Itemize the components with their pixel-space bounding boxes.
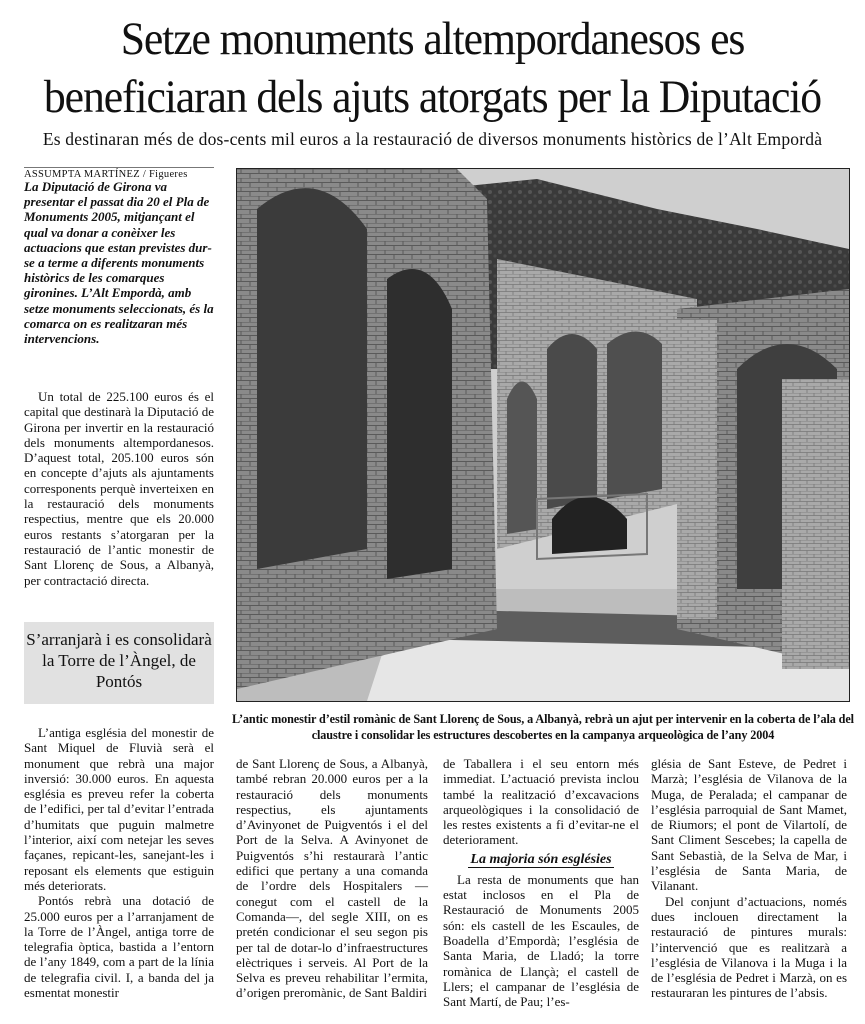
headline-line-2: beneficiaran dels ajuts atorgats per la Diputació bbox=[43, 71, 822, 123]
column-1-bottom bbox=[24, 725, 214, 1000]
byline-author: ASSUMPTA MARTÍNEZ bbox=[24, 169, 140, 180]
section-subtitle-text: La majoria són esglésies bbox=[470, 851, 612, 867]
headline bbox=[30, 10, 834, 126]
subheadline: Es destinaran més de dos-cents mil euros a la restauració de diversos monuments històrics de l’Alt Empordà bbox=[42, 129, 823, 149]
body-paragraph: Un total de 225.100 euros és el capital que destinarà la Diputació de Girona per invertir en la restauració dels monuments altempordanesos. D’aquest total, 205.100 euros són en concepte d’ajuts als ajuntaments corresponents perquè inverteixen en la restauració dels monuments respectius, mentre que els 20.000 euros restants s’atorgaran per la restauració de l’antic monestir de Sant Llorenç de Sous, a Albanyà, per contractació directa. bbox=[24, 389, 214, 588]
body-paragraph: Del conjunt d’actuacions, només dues inclouen directament la restauració de pintures murals: l’intervenció que es realitzarà a l’església de Vilanova i la Muga i la de l’església de Pedret i Marzà, on es restauraran les pintures de l’absis. bbox=[651, 893, 847, 1001]
photo-caption: L’antic monestir d’estil romànic de Sant Llorenç de Sous, a Albanyà, rebrà un ajut per intervenir en la coberta de l’ala del claustre i consolidar les estructures descobertes en la campanya arqueològica de l’any 2004 bbox=[232, 712, 854, 742]
monastery-photo bbox=[236, 168, 850, 702]
byline-place: Figueres bbox=[149, 169, 188, 180]
body-paragraph: de Sant Llorenç de Sous, a Albanyà, també rebran 20.000 euros per a la restauració dels monuments respectius, els ajuntaments d’Avinyonet de Puigventós i el del Port de la Selva. A Avinyonet de Puigventós s’hi restaurarà l’antic edifici que pertany a una comanda de l’ordre dels Hospitalers —conegut com el castell de la Comanda—, del segle XIII, on es pretén condicionar el seu segon pis per tal de dotar-lo d’infraestructures elèctriques i serveis. Al Port de la Selva es preveu rehabilitar l’ermita, d’origen preromànic, de Sant Baldiri bbox=[236, 756, 428, 1001]
photo-illustration bbox=[237, 169, 849, 701]
body-paragraph: glésia de Sant Esteve, de Pedret i Marzà; l’església de Vilanova de la Muga, de Peralada; el campanar de l’església parroquial de Sant Mamet, de Riumors; el pont de Vilartolí, de Sant Climent Sescebes; la capella de Sant Sebastià, de la Selva de Mar, i l’església de Santa Maria, de Vilanant. bbox=[651, 756, 847, 894]
body-paragraph: Pontós rebrà una dotació de 25.000 euros per a l’arranjament de la Torre de l’Àngel, antiga torre de telegrafia òptica, bastida a l’entorn de l’any 1849, com a part de la línia de telegrafia civil. I, a banda del ja esmentat monestir bbox=[24, 893, 214, 1001]
byline: ASSUMPTA MARTÍNEZ / Figueres bbox=[24, 167, 214, 180]
body-paragraph: de Taballera i el seu entorn més immediat. L’actuació prevista inclou també la realització d’excavacions arqueològiques i la consolidació de les restes existents a fi d’evitar-ne el deteriorament. bbox=[443, 756, 639, 848]
column-3 bbox=[443, 756, 639, 1009]
column-4 bbox=[651, 756, 847, 1001]
headline-line-1: Setze monuments altempordanesos es bbox=[120, 13, 745, 65]
pull-quote: S’arranjarà i es consolidarà la Torre de l’Àngel, de Pontós bbox=[24, 622, 214, 704]
column-2 bbox=[236, 756, 428, 1001]
column-1-top bbox=[24, 389, 214, 588]
body-paragraph: L’antiga església del monestir de Sant Miquel de Fluvià serà el monument que rebrà una major inversió: 30.000 euros. En aquesta església es preveu refer la coberta de l’edifici, per tal d’evitar l’entrada d’humitats que puguin malmetre l’interior, així com netejar les seves façanes, repicant-les, sanejant-les i reposant els elements que estiguin més deteriorats. bbox=[24, 725, 214, 893]
body-paragraph: La resta de monuments que han estat inclosos en el Pla de Restauració de Monuments 2005 són: els castell de les Escaules, de Boadella d’Empordà; l’església de Santa Maria, de Lladó; la torre romànica de Llançà; el castell de Llers; el campanar de l’església de Sant Martí, de Pau; l’es- bbox=[443, 871, 639, 1010]
section-subtitle bbox=[443, 851, 639, 868]
lead-paragraph: La Diputació de Girona va presentar el passat dia 20 el Pla de Monuments 2005, mitjançant el qual va donar a conèixer les actuacions que estan previstes dur-se a terme a diferents monuments històrics de les comarques gironines. L’Alt Empordà, amb setze monuments seleccionats, és la comarca on es realitzaran més intervencions. bbox=[24, 179, 214, 347]
